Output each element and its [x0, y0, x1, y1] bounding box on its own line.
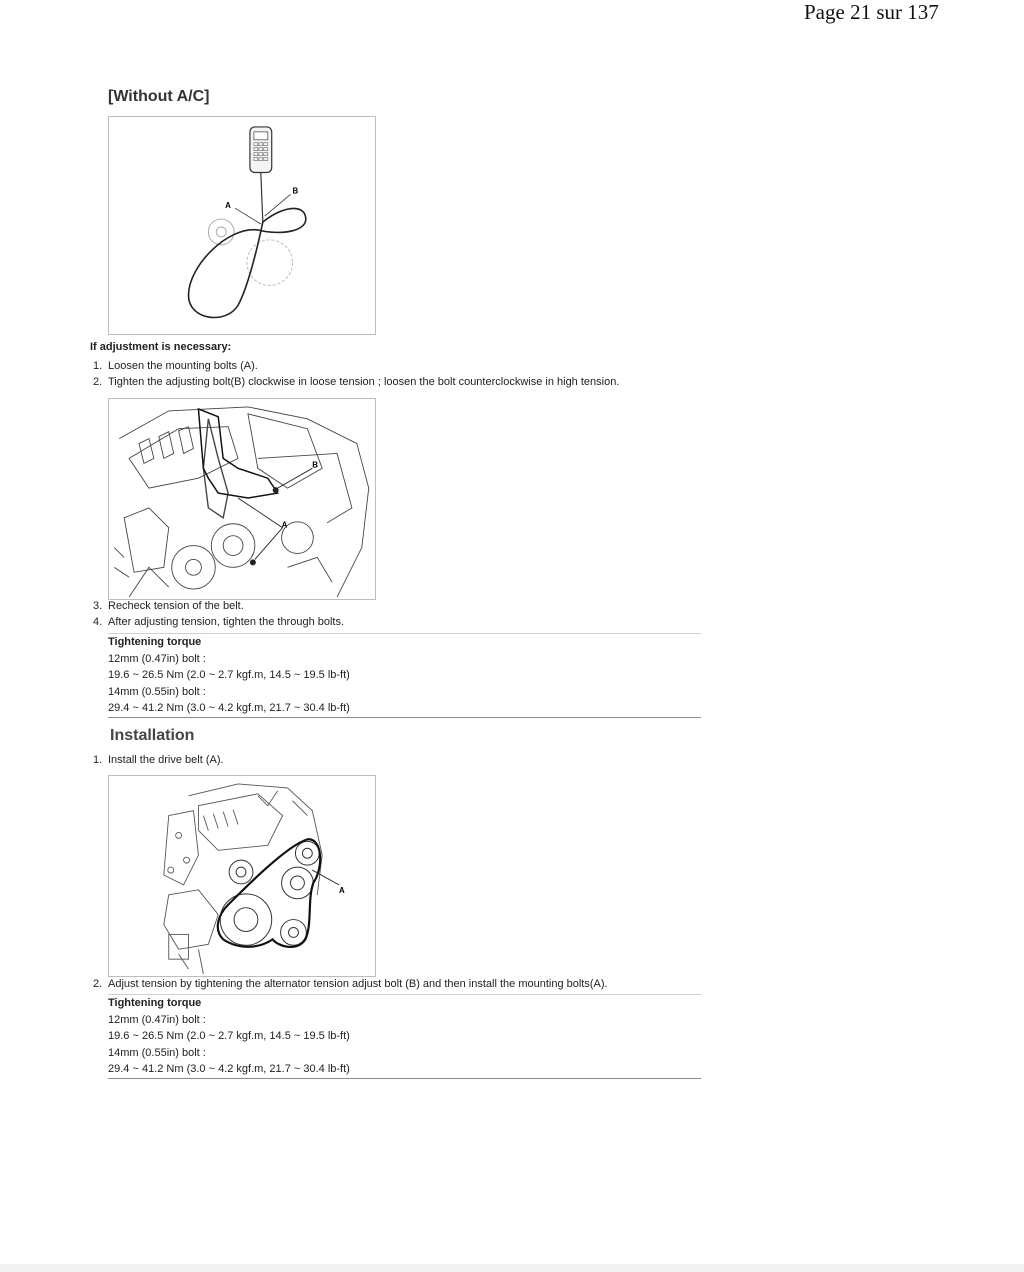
- installation-heading: Installation: [110, 727, 195, 744]
- torque-spec-line: 19.6 ~ 26.5 Nm (2.0 ~ 2.7 kgf.m, 14.5 ~ 19.5 lb-ft): [108, 1030, 350, 1042]
- figure1-label-a: A: [225, 201, 231, 211]
- torque-spec-line: 29.4 ~ 41.2 Nm (3.0 ~ 4.2 kgf.m, 21.7 ~ 30.4 lb-ft): [108, 1061, 701, 1079]
- install-step-1: [93, 754, 224, 766]
- step-number: 2.: [93, 978, 103, 990]
- variant-heading: [Without A/C]: [108, 88, 210, 105]
- torque-spec-box-2: [108, 994, 701, 1079]
- torque-spec-title: Tightening torque: [108, 633, 701, 651]
- belt-tension-gauge-drawing: [109, 117, 375, 334]
- step-number: 2.: [93, 376, 103, 388]
- torque-spec-line: 29.4 ~ 41.2 Nm (3.0 ~ 4.2 kgf.m, 21.7 ~ 30.4 lb-ft): [108, 700, 701, 718]
- step-text: After adjusting tension, tighten the through bolts.: [108, 616, 345, 628]
- adjustment-note-title: If adjustment is necessary:: [90, 341, 232, 353]
- drive-belt-install-figure: [108, 775, 376, 977]
- torque-spec-box-1: [108, 633, 701, 718]
- step-text: Adjust tension by tightening the alternator tension adjust bolt (B) and then install the mounting bolts(A).: [108, 978, 608, 990]
- drive-belt-install-drawing: [109, 776, 375, 976]
- step-number: 1.: [93, 360, 103, 372]
- adjust-step-1: [93, 360, 258, 372]
- figure3-label-a: A: [339, 885, 345, 895]
- torque-spec-line: 12mm (0.47in) bolt :: [108, 652, 206, 665]
- step-text: Loosen the mounting bolts (A).: [108, 360, 258, 372]
- adjust-step-3: [93, 600, 244, 612]
- page-bottom-edge: [0, 1264, 1024, 1272]
- install-step-2: [93, 978, 608, 990]
- adjusting-bolt-engine-figure: [108, 398, 376, 600]
- adjusting-bolt-engine-drawing: [109, 399, 375, 599]
- figure2-label-a: A: [281, 520, 288, 530]
- step-text: Tighten the adjusting bolt(B) clockwise in loose tension ; loosen the bolt counterclockwise in high tension.: [108, 376, 620, 388]
- torque-spec-line: 19.6 ~ 26.5 Nm (2.0 ~ 2.7 kgf.m, 14.5 ~ 19.5 lb-ft): [108, 669, 350, 681]
- torque-spec-line: 12mm (0.47in) bolt :: [108, 1013, 206, 1026]
- adjust-step-2: [93, 376, 619, 388]
- figure1-label-b: B: [292, 186, 299, 196]
- step-number: 1.: [93, 754, 103, 766]
- step-text: Recheck tension of the belt.: [108, 600, 244, 612]
- torque-spec-title: Tightening torque: [108, 994, 701, 1012]
- torque-spec-line: 14mm (0.55in) bolt :: [108, 685, 206, 698]
- belt-tension-gauge-figure: [108, 116, 376, 335]
- step-number: 4.: [93, 616, 103, 628]
- page-number: Page 21 sur 137: [804, 0, 939, 24]
- figure2-label-b: B: [312, 460, 319, 470]
- torque-spec-line: 14mm (0.55in) bolt :: [108, 1046, 206, 1059]
- adjust-step-4: [93, 616, 344, 628]
- step-text: Install the drive belt (A).: [108, 754, 224, 766]
- step-number: 3.: [93, 600, 103, 612]
